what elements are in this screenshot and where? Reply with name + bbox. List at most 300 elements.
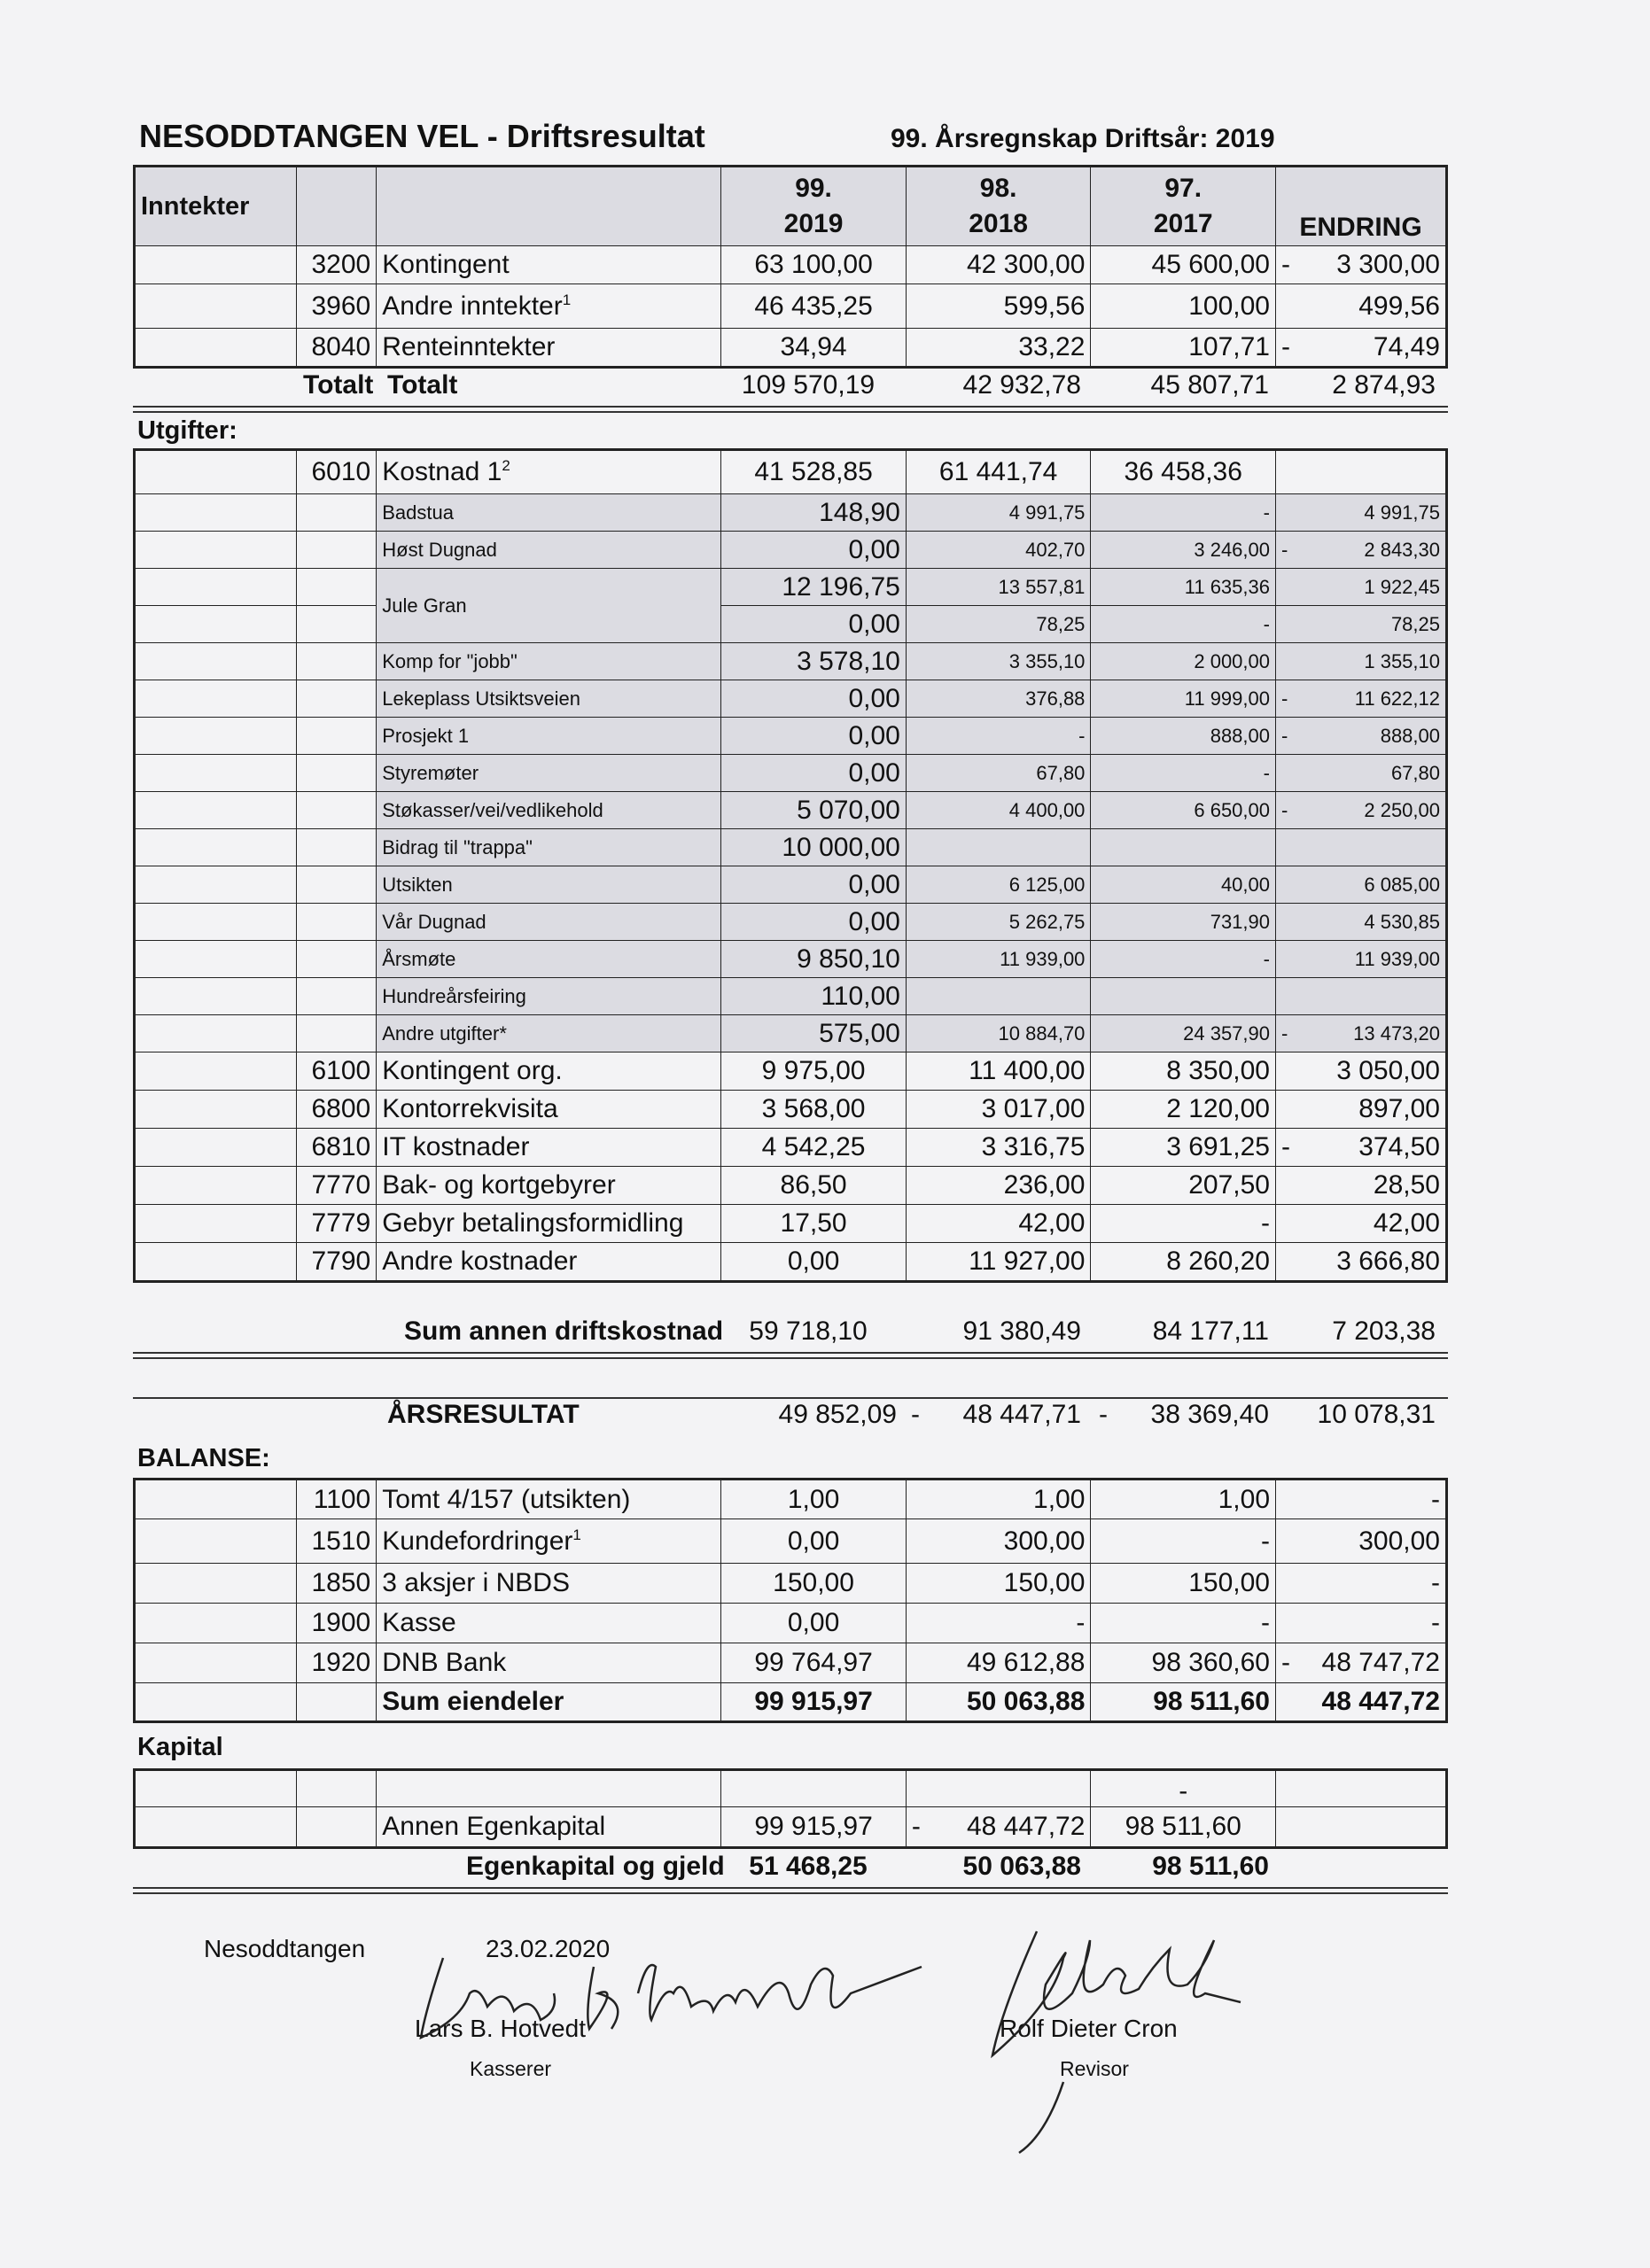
income-header-row (135, 167, 1447, 246)
value-2017: 100,00 (1091, 284, 1276, 329)
account-name: 3 aksjer i NBDS (377, 1564, 721, 1604)
value-2018: 33,22 (906, 329, 1091, 368)
empty-cell (296, 829, 377, 866)
empty-cell (135, 1129, 297, 1167)
account-name: Kasse (377, 1604, 721, 1643)
empty-cell (296, 606, 377, 643)
expense-name: Årsmøte (377, 941, 721, 978)
balance-sum-2018: 50 063,88 (906, 1683, 1091, 1722)
value-2018: 300,00 (906, 1519, 1091, 1564)
col-header-2017: 97. 2017 (1091, 167, 1276, 246)
account-code: 6800 (296, 1091, 377, 1129)
empty-cell (135, 1480, 297, 1519)
sub-row (135, 532, 1447, 569)
capital-table (133, 1768, 1448, 1849)
account-name: Kontingent (377, 246, 721, 284)
expenses-sum-2019: 59 718,10 (749, 1317, 868, 1346)
result-2017: 38 369,40 (1150, 1400, 1269, 1429)
value-2019: 0,00 (721, 680, 907, 718)
value-2017: 36 458,36 (1091, 450, 1276, 494)
table-row (135, 1604, 1447, 1643)
account-name: Kundefordringer$^1$ (377, 1519, 721, 1564)
account-name: Gebyr betalingsformidling (377, 1205, 721, 1243)
expense-name: Støkasser/vei/vedlikehold (377, 792, 721, 829)
expense-name: Styremøter (377, 755, 721, 792)
date-text: 23.02.2020 (486, 1935, 611, 1962)
account-name: Kontorrekvisita (377, 1091, 721, 1129)
divider (133, 1887, 1448, 1889)
value-2017: - (1091, 1205, 1276, 1243)
sub-row (135, 680, 1447, 718)
value-change: - 74,49 (1276, 329, 1447, 368)
value-2018: 42 300,00 (906, 246, 1091, 284)
income-total-code: Totalt (303, 370, 374, 400)
sub-row (135, 569, 1447, 606)
value-change: 11 939,00 (1276, 941, 1447, 978)
value-change: - 48 747,72 (1276, 1643, 1447, 1683)
value-2019: 1,00 (721, 1480, 907, 1519)
place-text: Nesoddtangen (204, 1935, 366, 1962)
account-code: 7779 (296, 1205, 377, 1243)
empty-cell (135, 829, 297, 866)
value-2018: 11 400,00 (906, 1052, 1091, 1091)
empty-cell (296, 792, 377, 829)
table-row (135, 1807, 1447, 1848)
empty-cell (135, 532, 297, 569)
table-row (135, 1129, 1447, 1167)
empty-cell (135, 1205, 297, 1243)
value-2018: 4 400,00 (906, 792, 1091, 829)
signature-2-image (939, 1905, 1258, 2162)
value-2018: 599,56 (906, 284, 1091, 329)
table-row (135, 329, 1447, 368)
result-sign-2018: - (911, 1400, 920, 1429)
value-2019: 148,90 (721, 494, 907, 532)
value-2019: 86,50 (721, 1167, 907, 1205)
table-row (135, 1205, 1447, 1243)
expense-name: Komp for "jobb" (377, 643, 721, 680)
sub-row (135, 494, 1447, 532)
value-2017: 24 357,90 (1091, 1015, 1276, 1052)
expenses-table (133, 448, 1448, 1283)
value-2017: - (1091, 1519, 1276, 1564)
capital-sum-2019: 51 468,25 (749, 1852, 868, 1881)
expenses-section-label: Utgifter: (137, 416, 237, 445)
value-2018: 78,25 (906, 606, 1091, 643)
empty-cell (135, 1643, 297, 1683)
value-2019: 17,50 (721, 1205, 907, 1243)
value-2018: 4 991,75 (906, 494, 1091, 532)
value-change: - 11 622,12 (1276, 680, 1447, 718)
value-2018: 49 612,88 (906, 1643, 1091, 1683)
table-row (135, 1480, 1447, 1519)
divider (133, 1892, 1448, 1894)
account-name: Andre kostnader (377, 1243, 721, 1282)
table-row (135, 450, 1447, 494)
account-name: Kontingent org. (377, 1052, 721, 1091)
value-2019: 0,00 (721, 1243, 907, 1282)
table-row (135, 1643, 1447, 1683)
result-change: 10 078,31 (1317, 1400, 1436, 1429)
page-title: NESODDTANGEN VEL - Driftsresultat (139, 118, 705, 154)
expense-name: Andre utgifter* (377, 1015, 721, 1052)
value-2017: 11 999,00 (1091, 680, 1276, 718)
value-2019: 110,00 (721, 978, 907, 1015)
value-2019: 9 975,00 (721, 1052, 907, 1091)
expense-name: Høst Dugnad (377, 532, 721, 569)
income-total-label: Totalt (387, 370, 458, 400)
value-2017: 2 120,00 (1091, 1091, 1276, 1129)
value-change: 3 050,00 (1276, 1052, 1447, 1091)
value-2018: 376,88 (906, 680, 1091, 718)
value-2018: 3 355,10 (906, 643, 1091, 680)
empty-cell (135, 1243, 297, 1282)
value-2019: 12 196,75 (721, 569, 907, 606)
value-2019: 4 542,25 (721, 1129, 907, 1167)
value-2019: 0,00 (721, 1519, 907, 1564)
value-change: - 888,00 (1276, 718, 1447, 755)
account-name: Renteinntekter (377, 329, 721, 368)
account-code: 7790 (296, 1243, 377, 1282)
value-change: 1 922,45 (1276, 569, 1447, 606)
income-total-2017: 45 807,71 (1150, 370, 1269, 400)
value-change: 897,00 (1276, 1091, 1447, 1129)
value-2019: 3 568,00 (721, 1091, 907, 1129)
expense-name: Jule Gran (377, 569, 721, 643)
sub-row (135, 792, 1447, 829)
account-name: DNB Bank (377, 1643, 721, 1683)
table-row (135, 1519, 1447, 1564)
sub-row (135, 829, 1447, 866)
value-change: 3 666,80 (1276, 1243, 1447, 1282)
income-table (133, 165, 1448, 369)
value-2017: - (1091, 494, 1276, 532)
sub-row (135, 1015, 1447, 1052)
empty-cell (135, 1091, 297, 1129)
value-2018: 11 939,00 (906, 941, 1091, 978)
value-2017: 45 600,00 (1091, 246, 1276, 284)
balance-sum-row (135, 1683, 1447, 1722)
value-2017: 11 635,36 (1091, 569, 1276, 606)
value-2019: 9 850,10 (721, 941, 907, 978)
expense-name: Bidrag til "trappa" (377, 829, 721, 866)
account-code: 7770 (296, 1167, 377, 1205)
value-2018 (906, 829, 1091, 866)
expense-name: Prosjekt 1 (377, 718, 721, 755)
value-2017 (1091, 829, 1276, 866)
sub-row (135, 755, 1447, 792)
account-code: 1850 (296, 1564, 377, 1604)
empty-cell (296, 718, 377, 755)
account-code: 1920 (296, 1643, 377, 1683)
account-name: Andre inntekter$^1$ (377, 284, 721, 329)
value-change: - (1276, 1604, 1447, 1643)
empty-cell (296, 866, 377, 904)
expense-name: Badstua (377, 494, 721, 532)
divider (133, 1357, 1448, 1359)
value-2017: 6 650,00 (1091, 792, 1276, 829)
value-2019: 0,00 (721, 532, 907, 569)
value-2017: 2 000,00 (1091, 643, 1276, 680)
capital-sum-2017: 98 511,60 (1152, 1852, 1269, 1881)
expense-name: Utsikten (377, 866, 721, 904)
account-code: 1900 (296, 1604, 377, 1643)
balance-sum-2017: 98 511,60 (1091, 1683, 1276, 1722)
col-header-2018: 98. 2018 (906, 167, 1091, 246)
table-row (135, 1770, 1447, 1807)
value-2017: 8 350,00 (1091, 1052, 1276, 1091)
signer2-name: Rolf Dieter Cron (1000, 2015, 1178, 2042)
value-2017: 3 691,25 (1091, 1129, 1276, 1167)
empty-cell (135, 978, 297, 1015)
balance-sum-label: Sum eiendeler (377, 1683, 721, 1722)
value-2019: 46 435,25 (721, 284, 907, 329)
empty-cell (135, 1052, 297, 1091)
result-2018: 48 447,71 (962, 1400, 1081, 1429)
value-2019: 150,00 (721, 1564, 907, 1604)
value-2018: 6 125,00 (906, 866, 1091, 904)
expenses-sum-2017: 84 177,11 (1152, 1317, 1269, 1346)
empty-cell (296, 1015, 377, 1052)
balance-sum-change: 48 447,72 (1276, 1683, 1447, 1722)
account-name: Bak- og kortgebyrer (377, 1167, 721, 1205)
value-2017: - (1091, 1604, 1276, 1643)
value-2018: 13 557,81 (906, 569, 1091, 606)
account-name: Tomt 4/157 (utsikten) (377, 1480, 721, 1519)
value-2017: 107,71 (1091, 329, 1276, 368)
table-row (135, 1167, 1447, 1205)
value-2019: 0,00 (721, 718, 907, 755)
empty-cell (135, 941, 297, 978)
account-code: 6810 (296, 1129, 377, 1167)
value-2018 (906, 978, 1091, 1015)
capital-section-label: Kapital (137, 1733, 223, 1761)
value-2019: 3 578,10 (721, 643, 907, 680)
sub-row (135, 606, 1447, 643)
value-change: - (1276, 1480, 1447, 1519)
result-sign-2017: - (1099, 1400, 1108, 1429)
empty-cell (296, 569, 377, 606)
value-change: - 2 843,30 (1276, 532, 1447, 569)
value-2018: 1,00 (906, 1480, 1091, 1519)
sub-row (135, 904, 1447, 941)
value-2018: 10 884,70 (906, 1015, 1091, 1052)
table-row (135, 1052, 1447, 1091)
value-2019: 63 100,00 (721, 246, 907, 284)
balance-sum-2019: 99 915,97 (721, 1683, 907, 1722)
value-2017: 98 511,60 (1091, 1807, 1276, 1848)
signature-1-image (408, 1931, 939, 2064)
value-2019: 0,00 (721, 606, 907, 643)
value-change: 28,50 (1276, 1167, 1447, 1205)
account-name: Kostnad $1^2$ (377, 450, 721, 494)
empty-cell (135, 569, 297, 606)
value-2019: 5 070,00 (721, 792, 907, 829)
value-2019: 99 764,97 (721, 1643, 907, 1683)
value-2017: 150,00 (1091, 1564, 1276, 1604)
value-2018: - (906, 718, 1091, 755)
value-change: 6 085,00 (1276, 866, 1447, 904)
col-header-2019: 99. 2019 (721, 167, 907, 246)
value-2018: - 48 447,72 (906, 1807, 1091, 1848)
empty-cell (296, 494, 377, 532)
value-change (1276, 829, 1447, 866)
value-2017: 3 246,00 (1091, 532, 1276, 569)
empty-cell (135, 680, 297, 718)
capital-sum-label: Egenkapital og gjeld (466, 1852, 725, 1881)
page-subtitle: 99. Årsregnskap Driftsår: 2019 (891, 124, 1275, 153)
empty-cell (135, 1167, 297, 1205)
value-change: 67,80 (1276, 755, 1447, 792)
empty-cell (135, 1015, 297, 1052)
empty-cell (296, 978, 377, 1015)
value-2018: 61 441,74 (906, 450, 1091, 494)
empty-cell (135, 643, 297, 680)
table-row (135, 1091, 1447, 1129)
value-2019: 575,00 (721, 1015, 907, 1052)
value-2017: 207,50 (1091, 1167, 1276, 1205)
value-2017: 8 260,20 (1091, 1243, 1276, 1282)
value-2018: 5 262,75 (906, 904, 1091, 941)
expenses-sum-label: Sum annen driftskostnad (404, 1317, 724, 1346)
account-code: 3960 (296, 284, 377, 329)
empty-cell (135, 904, 297, 941)
value-2018: 3 316,75 (906, 1129, 1091, 1167)
value-2017: - (1091, 755, 1276, 792)
divider (133, 1397, 1448, 1399)
value-2017: - (1091, 941, 1276, 978)
divider (133, 411, 1448, 413)
value-2017 (1091, 978, 1276, 1015)
sub-row (135, 978, 1447, 1015)
sub-row (135, 718, 1447, 755)
sub-row (135, 941, 1447, 978)
empty-cell (135, 1604, 297, 1643)
empty-cell (296, 904, 377, 941)
divider (133, 1352, 1448, 1354)
result-2019: 49 852,09 (778, 1400, 897, 1429)
value-2019: 0,00 (721, 755, 907, 792)
col-header-change: ENDRING (1276, 167, 1447, 246)
empty-cell (296, 643, 377, 680)
value-2017: 888,00 (1091, 718, 1276, 755)
empty-cell (296, 680, 377, 718)
signer1-name: Lars B. Hotvedt (415, 2015, 586, 2042)
value-change: 78,25 (1276, 606, 1447, 643)
value-change: 1 355,10 (1276, 643, 1447, 680)
table-row (135, 1243, 1447, 1282)
value-2017: 1,00 (1091, 1480, 1276, 1519)
value-2019: 99 915,97 (721, 1807, 907, 1848)
value-2017: 98 360,60 (1091, 1643, 1276, 1683)
value-change (1276, 978, 1447, 1015)
value-change: 4 530,85 (1276, 904, 1447, 941)
balance-table (133, 1478, 1448, 1723)
empty-cell (135, 755, 297, 792)
empty-cell (135, 1564, 297, 1604)
account-code: 6010 (296, 450, 377, 494)
expense-name: Hundreårsfeiring (377, 978, 721, 1015)
empty-cell (296, 755, 377, 792)
value-change: 300,00 (1276, 1519, 1447, 1564)
table-row (135, 246, 1447, 284)
table-row (135, 1564, 1447, 1604)
balance-section-label: BALANSE: (137, 1444, 270, 1472)
value-change: 4 991,75 (1276, 494, 1447, 532)
value-2017: 731,90 (1091, 904, 1276, 941)
value-change: - 13 473,20 (1276, 1015, 1447, 1052)
value-2018: 150,00 (906, 1564, 1091, 1604)
value-change: 499,56 (1276, 284, 1447, 329)
value-2017: 40,00 (1091, 866, 1276, 904)
empty-cell (135, 792, 297, 829)
expense-name: Lekeplass Utsiktsveien (377, 680, 721, 718)
value-2018: 42,00 (906, 1205, 1091, 1243)
value-change (1276, 450, 1447, 494)
empty-cell (135, 606, 297, 643)
sub-row (135, 643, 1447, 680)
account-code: 1100 (296, 1480, 377, 1519)
value-2018: 3 017,00 (906, 1091, 1091, 1129)
value-2018: 402,70 (906, 532, 1091, 569)
account-code: 3200 (296, 246, 377, 284)
value-2017: - (1091, 1770, 1276, 1807)
account-name: Annen Egenkapital (377, 1807, 721, 1848)
divider (133, 406, 1448, 408)
value-2019: 0,00 (721, 904, 907, 941)
empty-cell (135, 1519, 297, 1564)
value-2018: 11 927,00 (906, 1243, 1091, 1282)
signer1-role: Kasserer (470, 2057, 552, 2080)
account-code: 1510 (296, 1519, 377, 1564)
result-label: ÅRSRESULTAT (387, 1400, 580, 1429)
value-change: - 3 300,00 (1276, 246, 1447, 284)
value-change: - 374,50 (1276, 1129, 1447, 1167)
value-change: - 2 250,00 (1276, 792, 1447, 829)
account-code: 8040 (296, 329, 377, 368)
income-total-2018: 42 932,78 (962, 370, 1081, 400)
empty-cell (135, 718, 297, 755)
value-2017: - (1091, 606, 1276, 643)
value-2019: 0,00 (721, 866, 907, 904)
income-total-2019: 109 570,19 (741, 370, 876, 400)
empty-cell (296, 532, 377, 569)
value-2019: 0,00 (721, 1604, 907, 1643)
value-change: 42,00 (1276, 1205, 1447, 1243)
value-2018: 67,80 (906, 755, 1091, 792)
account-name: IT kostnader (377, 1129, 721, 1167)
table-row (135, 284, 1447, 329)
value-2019: 10 000,00 (721, 829, 907, 866)
value-2018: - (906, 1604, 1091, 1643)
value-2019: 34,94 (721, 329, 907, 368)
expense-name: Vår Dugnad (377, 904, 721, 941)
signer2-role: Revisor (1060, 2057, 1129, 2080)
sub-row (135, 866, 1447, 904)
income-section-label: Inntekter (135, 167, 297, 246)
expenses-sum-2018: 91 380,49 (962, 1317, 1081, 1346)
capital-sum-2018: 50 063,88 (962, 1852, 1081, 1881)
empty-cell (135, 494, 297, 532)
value-2019: 41 528,85 (721, 450, 907, 494)
expenses-sum-change: 7 203,38 (1332, 1317, 1436, 1346)
empty-cell (296, 941, 377, 978)
value-2018: 236,00 (906, 1167, 1091, 1205)
income-total-change: 2 874,93 (1332, 370, 1436, 400)
empty-cell (135, 866, 297, 904)
account-code: 6100 (296, 1052, 377, 1091)
value-change: - (1276, 1564, 1447, 1604)
